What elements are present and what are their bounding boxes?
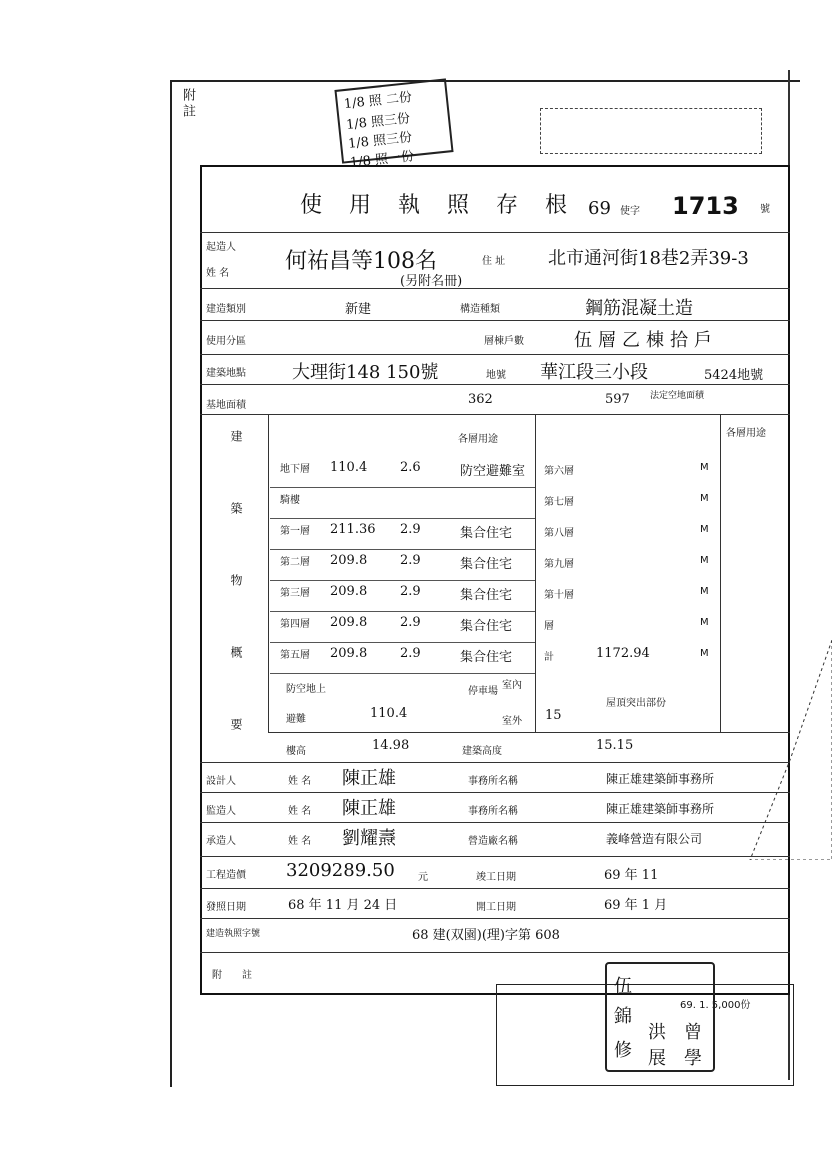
right-floor-name: 計 <box>544 652 554 663</box>
floor-row <box>270 487 535 519</box>
designer-office-label: 事務所名稱 <box>468 776 518 787</box>
floor-name: 第一層 <box>280 526 310 537</box>
floor-row <box>270 518 535 550</box>
permit-ref-label: 建造執照字號 <box>206 929 261 939</box>
floor-height-value: 2.9 <box>400 646 421 661</box>
shelter-label: 避難 <box>286 714 306 725</box>
land-section: 華江段三小段 <box>540 362 648 383</box>
total-area: 1172.94 <box>596 646 650 661</box>
address-label: 住 址 <box>482 256 506 267</box>
basement-shelter-label: 防空地上 <box>286 684 326 695</box>
supervisor-office: 陳正雄建築師事務所 <box>606 802 715 816</box>
indoor-label: 室內 <box>502 680 522 691</box>
copy-note: 1/8 照一份 <box>349 149 415 171</box>
other-area: 362 <box>468 392 493 407</box>
supervisor-label: 監造人 <box>206 806 236 817</box>
floor-name: 第三層 <box>280 588 310 599</box>
right-floor-name: 第十層 <box>544 590 574 601</box>
designer-office: 陳正雄建築師事務所 <box>606 772 715 786</box>
right-floor-name: 第七層 <box>544 497 574 508</box>
issue-date: 68 年 11 月 24 日 <box>288 898 398 913</box>
floor-row <box>270 642 535 674</box>
permit-word: 使字 <box>620 206 640 217</box>
floor-row <box>270 611 535 643</box>
seal-char: 伍 <box>614 976 632 997</box>
land-number: 5424地號 <box>704 368 764 383</box>
unit-m: M <box>700 648 709 659</box>
floor-height-value: 2.9 <box>400 553 421 568</box>
floor-row <box>270 456 535 488</box>
shelter-basement: 110.4 <box>370 706 408 721</box>
building-class: 新建 <box>345 302 372 317</box>
contractor-company: 義峰營造有限公司 <box>606 832 703 846</box>
designer-label: 設計人 <box>206 776 236 787</box>
building-desc-label: 建築物概要 <box>229 430 243 790</box>
floor-use: 集合住宅 <box>460 526 513 541</box>
permit-suffix: 號 <box>760 204 770 215</box>
copy-note: 1/8 照 二份 <box>343 90 413 113</box>
roof-part-label: 屋頂突出部份 <box>606 698 666 709</box>
seal-char: 修 <box>614 1040 632 1061</box>
remarks-label: 附註 <box>212 970 272 981</box>
floor-use: 防空避難室 <box>460 464 526 479</box>
usage-label: 使用分區 <box>206 336 246 347</box>
unit-m: M <box>700 493 709 504</box>
floor-area: 209.8 <box>330 615 368 630</box>
start-label: 開工日期 <box>476 902 516 913</box>
area-label: 基地面積 <box>206 400 246 411</box>
floors-units: 伍層乙棟拾戶 <box>574 330 718 351</box>
floor-name: 第五層 <box>280 650 310 661</box>
cost-unit: 元 <box>418 872 428 883</box>
start-date: 69 年 1 月 <box>604 898 668 913</box>
building-height-label: 建築高度 <box>462 746 502 757</box>
copy-note: 1/8 照三份 <box>347 130 413 152</box>
cost-value: 3209289.50 <box>286 860 395 881</box>
top-annotation-column: 附註 <box>180 88 195 120</box>
torn-corner <box>690 640 832 860</box>
seal-char: 曾 <box>684 1022 702 1043</box>
floor-use: 集合住宅 <box>460 619 513 634</box>
floor-row <box>270 549 535 581</box>
floor-height-value: 2.9 <box>400 584 421 599</box>
floor-use: 集合住宅 <box>460 588 513 603</box>
completion-date: 69 年 11 <box>604 868 659 883</box>
col-use-header: 各層用途 <box>458 434 498 445</box>
right-floor-name: 層 <box>544 621 554 632</box>
permit-ref: 68 建(双園)(理)字第 608 <box>412 928 560 943</box>
designer-name-label: 姓 名 <box>288 776 312 787</box>
builder-note: (另附名冊) <box>400 274 463 289</box>
site-location-label: 建築地點 <box>206 368 246 379</box>
floor-area: 209.8 <box>330 646 368 661</box>
supervisor-name-label: 姓 名 <box>288 806 312 817</box>
floor-name: 第四層 <box>280 619 310 630</box>
contractor-name: 劉耀燾 <box>342 828 396 849</box>
building-class-label: 建造類別 <box>206 304 246 315</box>
land-no-label: 地號 <box>486 370 506 381</box>
seal-char: 學 <box>684 1048 702 1069</box>
builder-name: 何祐昌等108名 <box>285 249 437 274</box>
floor-name: 地下層 <box>280 464 310 475</box>
designer-name: 陳正雄 <box>342 768 396 789</box>
right-floor-name: 第九層 <box>544 559 574 570</box>
structure-type-label: 構造種類 <box>460 304 500 315</box>
floor-area: 209.8 <box>330 553 368 568</box>
floor-area: 209.8 <box>330 584 368 599</box>
contractor-company-label: 營造廠名稱 <box>468 836 518 847</box>
year-prefix: 69 <box>588 198 611 219</box>
floor-height-value: 2.9 <box>400 615 421 630</box>
floor-height-label: 樓高 <box>286 746 306 757</box>
legal-floor-label: 法定空地面積 <box>650 391 705 401</box>
structure-type: 鋼筋混凝土造 <box>585 298 693 319</box>
approval-stamp <box>540 108 762 154</box>
completion-label: 竣工日期 <box>476 872 516 883</box>
seal-char: 洪 <box>648 1022 666 1043</box>
permit-number: 1713 <box>672 192 739 220</box>
floor-use: 集合住宅 <box>460 650 513 665</box>
unit-m: M <box>700 555 709 566</box>
right-floor-name: 第六層 <box>544 466 574 477</box>
seal-char: 展 <box>648 1048 666 1069</box>
floor-height-value: 2.6 <box>400 460 421 475</box>
floor-name: 騎樓 <box>280 495 300 506</box>
copies-note: 69. 1. 5,000份 <box>680 1000 751 1011</box>
unit-m: M <box>700 524 709 535</box>
floor-row <box>270 580 535 612</box>
floor-area: 211.36 <box>330 522 376 537</box>
site-address: 大理街148 150號 <box>292 362 439 383</box>
issue-date-label: 發照日期 <box>206 902 246 913</box>
contractor-name-label: 姓 名 <box>288 836 312 847</box>
floors-units-label: 層棟戶數 <box>484 336 524 347</box>
floor-area: 110.4 <box>330 460 368 475</box>
building-height: 15.15 <box>596 738 634 753</box>
supervisor-name: 陳正雄 <box>342 798 396 819</box>
form-title: 使 用 執 照 存 根 <box>300 193 577 218</box>
builder-address: 北市通河街18巷2弄39-3 <box>548 248 749 269</box>
unit-m: M <box>700 586 709 597</box>
supervisor-office-label: 事務所名稱 <box>468 806 518 817</box>
parking-outdoor: 15 <box>545 708 562 723</box>
built-area: 597 <box>605 392 630 407</box>
contractor-label: 承造人 <box>206 836 236 847</box>
floor-height-value: 2.9 <box>400 522 421 537</box>
name-label: 姓 名 <box>206 268 230 279</box>
unit-m: M <box>700 617 709 628</box>
unit-m: M <box>700 462 709 473</box>
seal-char: 錦 <box>614 1006 632 1027</box>
parking-label: 停車場 <box>468 686 498 697</box>
right-floor-name: 第八層 <box>544 528 574 539</box>
floor-name: 第二層 <box>280 557 310 568</box>
copy-note: 1/8 照三份 <box>345 111 411 133</box>
col-use-header-right: 各層用途 <box>726 428 766 439</box>
floor-use: 集合住宅 <box>460 557 513 572</box>
outdoor-label: 室外 <box>502 716 522 727</box>
builder-label: 起造人 <box>206 242 236 253</box>
cost-label: 工程造價 <box>206 870 246 881</box>
copy-stamp <box>334 78 453 171</box>
floor-height: 14.98 <box>372 738 410 753</box>
